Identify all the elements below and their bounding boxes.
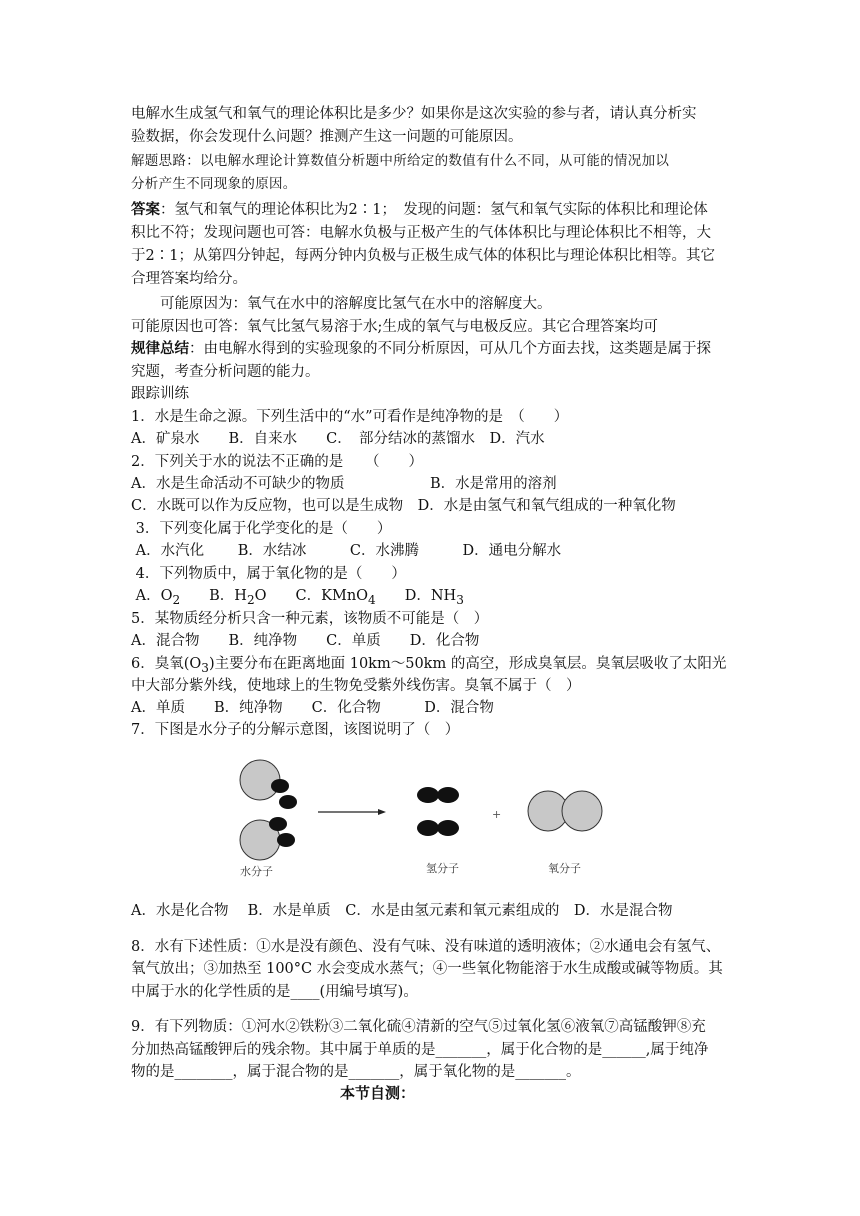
question-8: 氧气放出；③加热至 100°C 水会变成水蒸气；④一些氧化物能溶于水生成酸或碱等物质。其 — [131, 961, 723, 977]
diagram-svg — [230, 752, 630, 882]
question-3: 3．下列变化属于化学变化的是（ ） — [131, 521, 392, 537]
solution-approach: 解题思路：以电解水理论计算数值分析题中所给定的数值有什么不同，从可能的情况加以 — [131, 153, 670, 169]
question-2-options-cd: C．水既可以作为反应物，也可以是生成物 D．水是由氢气和氧气组成的一种氧化物 — [131, 498, 676, 514]
question-9: 9．有下列物质：①河水②铁粉③二氧化硫④清新的空气⑤过氧化氢⑥液氧⑦高锰酸钾⑧充 — [131, 1019, 706, 1035]
arrow-icon — [318, 809, 386, 815]
water-molecule-top — [240, 760, 297, 809]
question-7-options: A．水是化合物 B．水是单质 C．水是由氢元素和氧元素组成的 D．水是混合物 — [131, 903, 673, 919]
question-8: 8．水有下述性质：①水是没有颜色、没有气味、没有味道的透明液体；②水通电会有氢气、 — [131, 939, 721, 955]
question-8: 中属于水的化学性质的是____(用编号填写)。 — [131, 984, 418, 1000]
oxygen-molecule — [528, 791, 602, 831]
question-2: 2．下列关于水的说法不正确的是 （ ） — [131, 454, 423, 470]
question-text: 电解水生成氢气和氧气的理论体积比是多少？如果你是这次实验的参与者，请认真分析实 — [131, 106, 697, 122]
answer-line: 答案：氢气和氧气的理论体积比为2∶1； 发现的问题：氢气和氧气实际的体积比和理论体 — [131, 201, 708, 218]
water-molecule-label: 水分子 — [240, 865, 273, 878]
question-4-options: A．$O_2$ B．$H_2O$ C．KMnO$_4$ D．$NH_3$ — [131, 588, 464, 607]
question-6: 中大部分紫外线，使地球上的生物免受紫外线伤害。臭氧不属于（ ） — [131, 678, 581, 694]
question-9: 物的是________，属于混合物的是_______，属于氧化物的是_______。 — [131, 1064, 581, 1080]
hydrogen-molecule-bottom — [417, 820, 459, 836]
answer-line: 于2∶1；从第四分钟起，每两分钟内负极与正极生成气体的体积比与理论体积比相等。其它 — [131, 248, 715, 264]
answer-line: 合理答案均给分。 — [131, 271, 247, 287]
answer-label: 答案 — [131, 201, 160, 218]
question-6-options: A．单质 B．纯净物 C．化合物 D．混合物 — [131, 700, 494, 716]
question-text: 验数据，你会发现什么问题？推测产生这一问题的可能原因。 — [131, 129, 523, 145]
plus-sign: + — [492, 808, 502, 821]
reason-line: 可能原因也可答：氧气比氢气易溶于水;生成的氧气与电极反应。其它合理答案均可 — [131, 319, 658, 335]
question-1: 1．水是生命之源。下列生活中的“水”可看作是纯净物的是 （ ） — [131, 409, 569, 425]
summary-line: 规律总结：由电解水得到的实验现象的不同分析原因，可从几个方面去找，这类题是属于探 — [131, 340, 711, 357]
question-2-option-b: B．水是常用的溶剂 — [430, 476, 557, 492]
summary-label: 规律总结 — [131, 340, 189, 357]
question-6: 6．臭氧$(O_3)$主要分布在距离地面 10km～50km 的高空，形成臭氧层。臭氧层吸收了太阳光 — [131, 656, 727, 675]
water-molecule-bottom — [240, 817, 295, 860]
summary-line: 究题，考查分析问题的能力。 — [131, 364, 320, 380]
hydrogen-molecule-top — [417, 787, 459, 803]
answer-line: 积比不符；发现问题也可答：电解水负极与正极产生的气体体积比与理论体积比不相等，大 — [131, 225, 711, 241]
question-9: 分加热高锰酸钾后的残余物。其中属于单质的是_______，属于化合物的是______,属于纯净 — [131, 1042, 709, 1058]
section-heading: 本节自测： — [340, 1084, 416, 1102]
reason-line: 可能原因为：氧气在水中的溶解度比氢气在水中的溶解度大。 — [160, 296, 552, 312]
oxygen-molecule-label: 氧分子 — [548, 862, 581, 875]
solution-approach: 分析产生不同现象的原因。 — [131, 176, 297, 192]
question-7: 7．下图是水分子的分解示意图，该图说明了（ ） — [131, 722, 460, 738]
question-3-options: A．水汽化 B．水结冰 C．水沸腾 D．通电分解水 — [131, 543, 562, 559]
water-decomposition-diagram — [230, 752, 630, 882]
question-5: 5．某物质经分析只含一种元素，该物质不可能是（ ） — [131, 611, 489, 627]
question-2-option-a: A．水是生命活动不可缺少的物质 — [131, 476, 345, 492]
hydrogen-molecule-label: 氢分子 — [426, 862, 459, 875]
question-1-options: A．矿泉水 B．自来水 C． 部分结冰的蒸馏水 D．汽水 — [131, 431, 545, 447]
question-5-options: A．混合物 B．纯净物 C．单质 D．化合物 — [131, 633, 480, 649]
section-title: 跟踪训练 — [131, 386, 189, 402]
question-4: 4．下列物质中，属于氧化物的是（ ） — [131, 566, 406, 582]
